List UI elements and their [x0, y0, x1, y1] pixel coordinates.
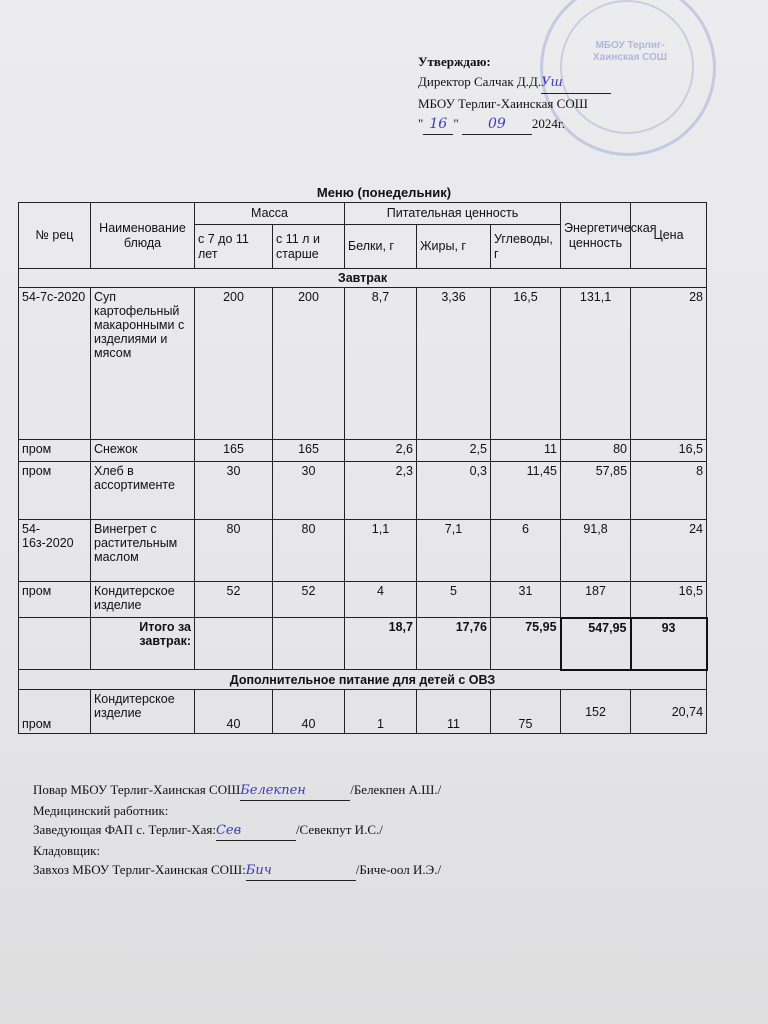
table-row: 54-7с-2020 Суп картофельный макаронными с изделиями и мясом 200 200 8,7 3,36 16,5 131,1 28 [19, 288, 707, 440]
director-label: Директор Салчак Д.Д. [418, 74, 542, 89]
section-breakfast: Завтрак [19, 269, 707, 288]
fap-signature: Сев [215, 823, 242, 838]
fap-line: Заведующая ФАП с. Терлиг-Хая:Сев /Севекпут И.С./ [33, 820, 441, 841]
total-label: Итого за завтрак: [91, 618, 195, 670]
director-signature: Уш [541, 75, 563, 90]
col-energy: Энергетическая ценность [561, 203, 631, 269]
table-row: пром Кондитерское изделие 40 40 1 11 75 152 20,74 [19, 690, 707, 734]
col-rec: № рец [19, 203, 91, 269]
col-carb: Углеводы, г [491, 225, 561, 269]
date-day: 16 [429, 116, 448, 132]
cook-line: Повар МБОУ Терлиг-Хаинская СОШБелекпен /Белекпен А.Ш./ [33, 780, 441, 801]
director-line [418, 72, 611, 94]
date-year: 2024г. [531, 116, 565, 131]
signatures-block [33, 780, 441, 881]
menu-title: Меню (понедельник) [316, 185, 452, 200]
menu-table [18, 202, 708, 734]
approve-title: Утверждаю: [418, 54, 491, 69]
table-row: пром Снежок 165 165 2,6 2,5 11 80 16,5 [19, 440, 707, 462]
col-fat: Жиры, г [417, 225, 491, 269]
zavhoz-line: Завхоз МБОУ Терлиг-Хаинская СОШ:Бич /Биче-оол И.Э./ [33, 860, 441, 881]
col-nutr: Питательная ценность [345, 203, 561, 225]
total-row: Итого за завтрак: 18,7 17,76 75,95 547,95 93 [19, 618, 707, 670]
school-name: МБОУ Терлиг-Хаинская СОШ [418, 96, 588, 111]
cook-signature: Белекпен [240, 783, 306, 798]
date-month: 09 [487, 116, 506, 132]
col-name: Наименование блюда [91, 203, 195, 269]
table-row: пром Кондитерское изделие 52 52 4 5 31 187 16,5 [19, 582, 707, 618]
medic-line: Медицинский работник: [33, 803, 169, 818]
col-mass-young: с 7 до 11 лет [195, 225, 273, 269]
col-mass-old: с 11 л и старше [273, 225, 345, 269]
approval-date: " 16 " 09 2024г. [418, 114, 611, 135]
zavhoz-signature: Бич [245, 863, 272, 878]
stamp-text: МБОУ Терлиг-Хаинская СОШ [593, 40, 667, 63]
col-price: Цена [631, 203, 707, 269]
table-row: 54-16з-2020 Винегрет с растительным маслом 80 80 1,1 7,1 6 91,8 24 [19, 520, 707, 582]
approval-block [418, 52, 611, 135]
col-mass: Масса [195, 203, 345, 225]
store-line: Кладовщик: [33, 843, 101, 858]
col-prot: Белки, г [345, 225, 417, 269]
table-row: пром Хлеб в ассортименте 30 30 2,3 0,3 11,45 57,85 8 [19, 462, 707, 520]
section-extra: Дополнительное питание для детей с ОВЗ [19, 670, 707, 690]
